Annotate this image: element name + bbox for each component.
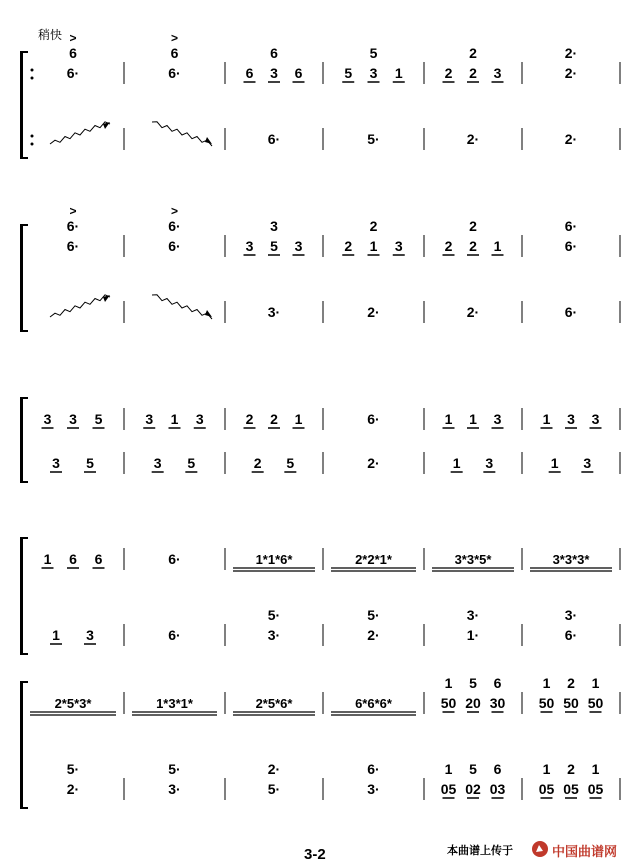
note: 3*3*5*: [454, 552, 492, 567]
note: 3: [567, 411, 575, 427]
note: 3: [583, 455, 592, 471]
upper-note: 5: [469, 675, 477, 691]
note: 6·: [66, 238, 80, 254]
upper-note: 1: [444, 675, 453, 691]
glissando-arrowhead: [205, 310, 212, 317]
note: 3: [591, 411, 600, 427]
note: 5: [187, 455, 196, 471]
note: 6·: [267, 131, 281, 147]
system-bracket: [20, 398, 23, 482]
accent-mark: >: [170, 31, 179, 45]
note: 3: [394, 238, 403, 254]
note: 20: [465, 695, 481, 711]
note: 3: [52, 455, 60, 471]
note: 3: [294, 238, 303, 254]
page-number: 3-2: [304, 846, 326, 863]
note: 6·: [168, 65, 181, 81]
accent-mark: >: [170, 204, 179, 218]
note: 1·: [466, 627, 480, 643]
repeat-dot: [31, 143, 34, 146]
glissando-down: [152, 295, 212, 319]
note: 2·: [564, 65, 578, 81]
site-logo: 中国曲谱网: [530, 839, 634, 859]
note: 3·: [168, 781, 181, 797]
note: 5: [86, 455, 94, 471]
note: 3: [195, 411, 204, 427]
note: 1: [493, 238, 502, 254]
note: 2: [270, 411, 278, 427]
note: 6*6*6*: [355, 696, 392, 711]
note: 6·: [168, 627, 181, 643]
note: 50: [563, 695, 579, 711]
note: 05: [538, 781, 555, 797]
upper-note: 2: [369, 218, 378, 234]
note: 3·: [267, 304, 281, 320]
tempo-marking: 稍快: [38, 28, 63, 42]
note: 6: [245, 65, 254, 81]
note: 1: [542, 411, 551, 427]
upper-note: 6: [270, 45, 278, 61]
accent-mark: >: [69, 31, 77, 45]
upper-note: 2: [567, 761, 575, 777]
note: 2*5*3*: [54, 696, 92, 711]
system-bracket: [20, 225, 23, 331]
note: 6·: [168, 238, 181, 254]
upper-note: 5·: [168, 761, 181, 777]
note: 5: [94, 411, 103, 427]
logo-icon: [530, 839, 550, 859]
note: 6·: [168, 551, 181, 567]
note: 2*2*1*: [355, 552, 392, 567]
note: 1: [469, 411, 477, 427]
note: 1: [452, 455, 461, 471]
note: 1: [394, 65, 403, 81]
note: 3: [493, 65, 502, 81]
glissando-arrowhead: [205, 137, 212, 144]
note: 3·: [267, 627, 281, 643]
note: 3: [145, 411, 154, 427]
note: 50: [538, 695, 555, 711]
note: 1: [550, 455, 559, 471]
note: 2·: [564, 131, 578, 147]
upload-credit: 本曲谱上传于: [447, 845, 513, 857]
note: 1: [52, 627, 60, 643]
note: 6·: [564, 304, 578, 320]
note: 05: [440, 781, 457, 797]
note: 05: [587, 781, 604, 797]
note: 2: [344, 238, 353, 254]
note: 6·: [66, 65, 80, 81]
upper-note: 2·: [267, 761, 281, 777]
repeat-dot: [31, 69, 34, 72]
note: 3: [245, 238, 254, 254]
note: 2: [469, 65, 477, 81]
note: 3: [86, 627, 94, 643]
upper-note: 1: [444, 761, 453, 777]
note: 1: [170, 411, 179, 427]
repeat-dot: [31, 77, 34, 80]
note: 1: [444, 411, 453, 427]
note: 6·: [367, 411, 380, 427]
note: 2·: [367, 304, 380, 320]
note: 2: [444, 238, 453, 254]
upper-note: 1: [542, 675, 551, 691]
note: 1*3*1*: [156, 696, 193, 711]
upper-note: 1: [542, 761, 551, 777]
note: 02: [465, 781, 481, 797]
upper-note: 1: [591, 675, 600, 691]
note: 3: [43, 411, 52, 427]
note: 1*1*6*: [255, 552, 293, 567]
system-bracket: [20, 682, 23, 808]
note: 3: [69, 411, 77, 427]
note: 50: [440, 695, 457, 711]
note: 2*5*6*: [255, 696, 293, 711]
note: 3: [369, 65, 378, 81]
upper-note: 3·: [466, 607, 480, 623]
upper-note: 2: [469, 45, 477, 61]
note: 05: [563, 781, 579, 797]
note: 1: [369, 238, 378, 254]
upper-note: 5: [369, 45, 378, 61]
note: 5·: [267, 781, 281, 797]
note: 2: [444, 65, 453, 81]
note: 3: [153, 455, 162, 471]
note: 6: [294, 65, 303, 81]
upper-note: 5·: [367, 607, 380, 623]
note: 03: [489, 781, 506, 797]
note: 2·: [466, 304, 480, 320]
note: 1: [43, 551, 52, 567]
note: 30: [489, 695, 506, 711]
note: 6·: [564, 627, 578, 643]
note: 3: [485, 455, 494, 471]
repeat-dot: [31, 135, 34, 138]
upper-note: 5·: [267, 607, 281, 623]
system-bracket: [20, 538, 23, 654]
upper-note: 6·: [367, 761, 380, 777]
note: 3·: [367, 781, 380, 797]
note: 2: [469, 238, 477, 254]
upper-note: 1: [591, 761, 600, 777]
upper-note: 6·: [168, 218, 181, 234]
note: 3: [270, 65, 278, 81]
glissando-up: [50, 295, 110, 317]
upper-note: 5·: [66, 761, 80, 777]
upper-note: 3·: [564, 607, 578, 623]
upper-note: 6: [493, 675, 502, 691]
system-bracket: [20, 52, 23, 158]
upper-note: 6: [493, 761, 502, 777]
note: 50: [587, 695, 604, 711]
upper-note: 3: [270, 218, 278, 234]
note: 2: [253, 455, 262, 471]
note: 2·: [367, 627, 380, 643]
upper-note: 6·: [564, 218, 578, 234]
note: 6: [69, 551, 77, 567]
note: 2: [245, 411, 254, 427]
note: 6·: [564, 238, 578, 254]
note: 5: [344, 65, 353, 81]
note: 5: [270, 238, 278, 254]
upper-note: 6: [170, 45, 179, 61]
note: 3*3*3*: [552, 552, 590, 567]
note: 3: [493, 411, 502, 427]
upper-note: 2: [469, 218, 477, 234]
upper-note: 6·: [66, 218, 80, 234]
note: 5: [286, 455, 295, 471]
upper-note: 2: [567, 675, 575, 691]
accent-mark: >: [69, 204, 77, 218]
glissando-down: [152, 122, 212, 146]
note: 6: [94, 551, 103, 567]
note: 5·: [367, 131, 380, 147]
note: 1: [294, 411, 303, 427]
glissando-up: [50, 122, 110, 144]
note: 2·: [367, 455, 380, 471]
upper-note: 2·: [564, 45, 578, 61]
note: 2·: [66, 781, 80, 797]
upper-note: 5: [469, 761, 477, 777]
upper-note: 6: [69, 45, 77, 61]
note: 2·: [466, 131, 480, 147]
